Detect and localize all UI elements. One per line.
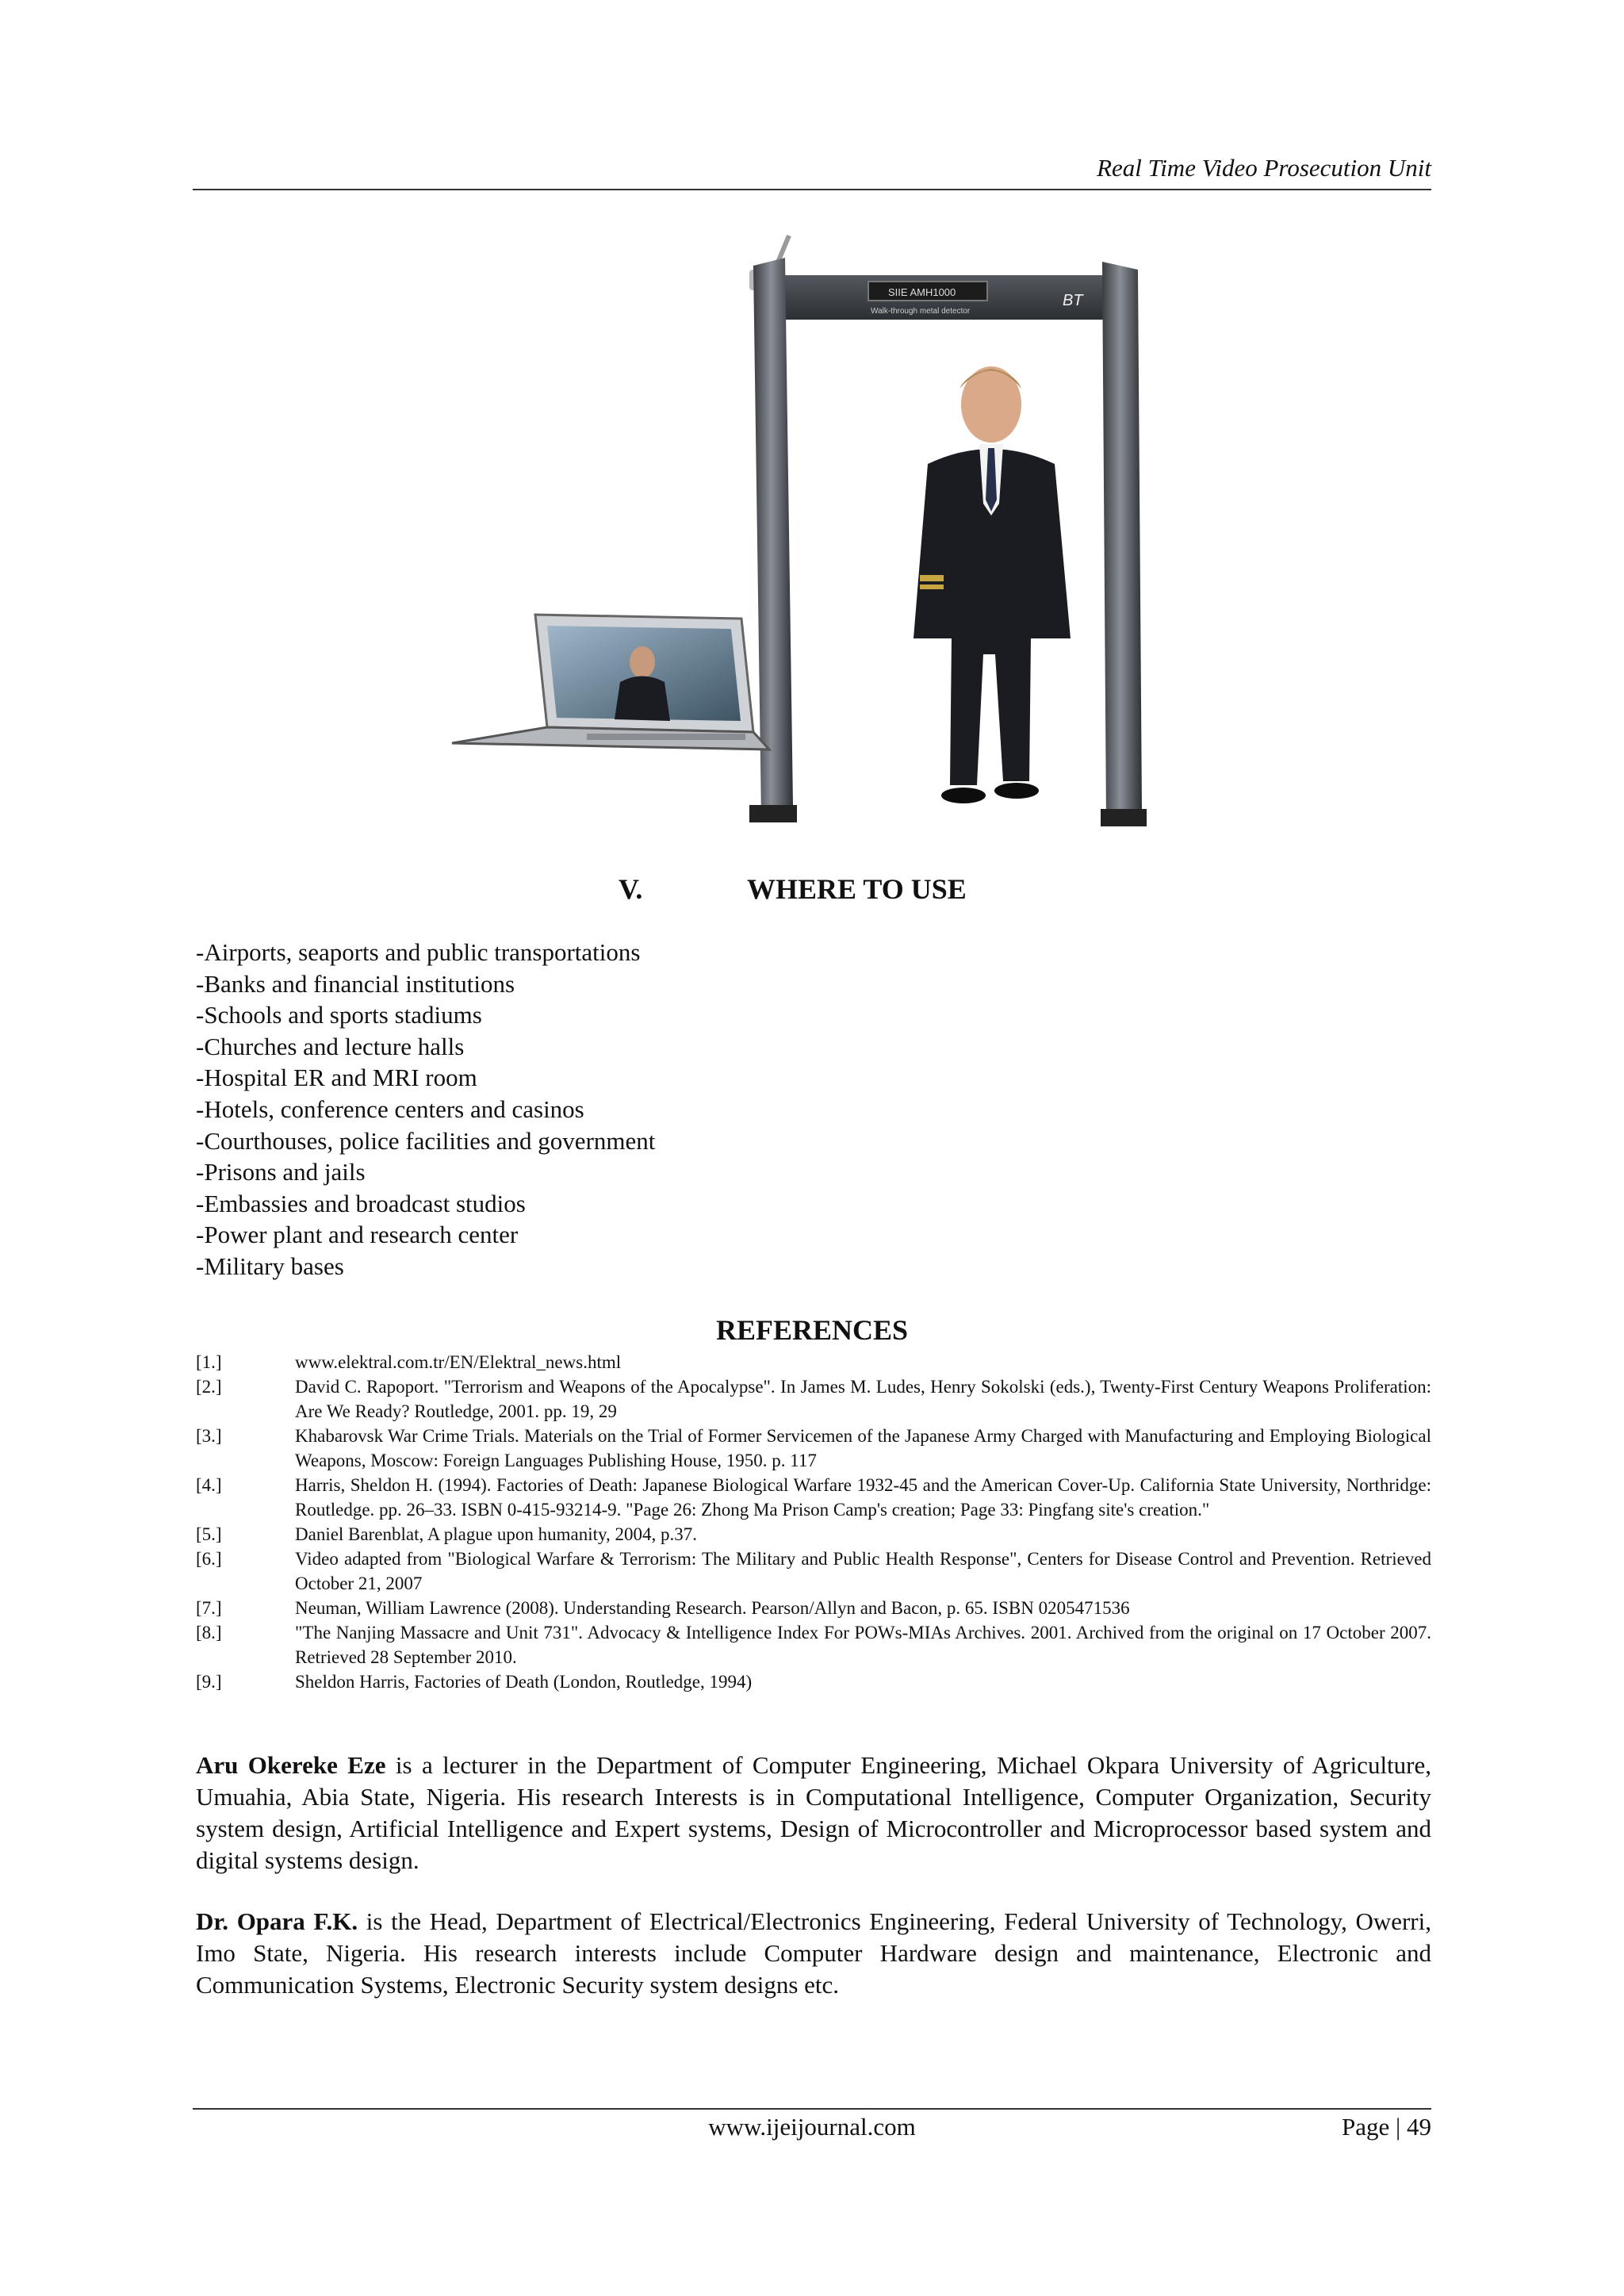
reference-text: www.elektral.com.tr/EN/Elektral_news.html: [295, 1352, 622, 1372]
reference-text: Sheldon Harris, Factories of Death (London, Routledge, 1994): [295, 1672, 753, 1692]
reference-number: [8.]: [196, 1623, 222, 1642]
list-item: -Hotels, conference centers and casinos: [196, 1094, 584, 1123]
header-rule: [193, 189, 1431, 190]
man-in-uniform: [914, 366, 1071, 803]
reference-text: "The Nanjing Massacre and Unit 731". Advocacy & Intelligence Index For POWs-MIAs Archives. 2001. Archived from the original on 17 October 2007. Retrieved 28 September 2010.: [295, 1623, 1431, 1667]
section-title: WHERE TO USE: [747, 873, 967, 905]
use-location-list: [196, 937, 655, 1282]
references-list: [196, 1350, 1431, 1694]
reference-text: Video adapted from "Biological Warfare & Terrorism: The Military and Public Health Response", Centers for Disease Control and Prevention. Retrieved October 21, 2007: [295, 1549, 1431, 1593]
author-bio-opara: [196, 1906, 1431, 2001]
list-item: -Prisons and jails: [196, 1158, 366, 1186]
author-name: Dr. Opara F.K.: [196, 1907, 358, 1935]
author-bio-eze: [196, 1750, 1431, 1876]
section-number: V.: [619, 873, 643, 905]
reference-item: [196, 1424, 1431, 1473]
list-item: -Power plant and research center: [196, 1221, 519, 1249]
list-item: -Military bases: [196, 1251, 344, 1280]
reference-number: [1.]: [196, 1352, 222, 1372]
reference-item: [196, 1620, 1431, 1669]
list-item: -Hospital ER and MRI room: [196, 1064, 477, 1092]
reference-number: [9.]: [196, 1672, 222, 1692]
list-item: -Courthouses, police facilities and government: [196, 1126, 656, 1155]
list-item: -Embassies and broadcast studios: [196, 1189, 526, 1217]
laptop: [452, 615, 769, 749]
list-item: -Schools and sports stadiums: [196, 1001, 482, 1029]
references-heading: REFERENCES: [715, 1314, 909, 1346]
reference-number: [6.]: [196, 1549, 222, 1569]
reference-item: [196, 1596, 1431, 1620]
reference-item: [196, 1547, 1431, 1596]
detector-panel-label: SIIE AMH1000: [888, 286, 956, 298]
reference-item: [196, 1350, 1431, 1374]
reference-item: [196, 1473, 1431, 1522]
reference-item: [196, 1374, 1431, 1424]
detector-right-pillar: [1102, 262, 1142, 819]
author-name: Aru Okereke Eze: [196, 1751, 386, 1779]
reference-number: [2.]: [196, 1377, 222, 1397]
running-head: Real Time Video Prosecution Unit: [1097, 154, 1431, 182]
list-item: -Churches and lecture halls: [196, 1032, 465, 1060]
reference-number: [5.]: [196, 1524, 222, 1544]
footer-url: www.ijeijournal.com: [708, 2113, 916, 2141]
reference-text: David C. Rapoport. "Terrorism and Weapons of the Apocalypse". In James M. Ludes, Henry Sokolski (eds.), Twenty-First Century Weapons Proliferation: Are We Ready? Routledge, 2001. pp. 19, 29: [295, 1377, 1431, 1421]
detector-left-pillar: [753, 258, 793, 817]
reference-number: [3.]: [196, 1426, 222, 1446]
page-number: Page | 49: [1342, 2113, 1431, 2141]
reference-item: [196, 1669, 1431, 1694]
author-bio-text: is the Head, Department of Electrical/Electronics Engineering, Federal University of Technology, Owerri, Imo State, Nigeria. His research interests include Computer Hardware design and maintenance, Electronic and Communication Systems, Electronic Security system designs etc.: [196, 1907, 1431, 1999]
metal-detector-walkthrough-photo: [444, 226, 1205, 845]
detector-brand: BT: [1063, 292, 1083, 309]
reference-text: Khabarovsk War Crime Trials. Materials on the Trial of Former Servicemen of the Japanese Army Charged with Manufacturing and Employing Biological Weapons, Moscow: Foreign Languages Publishing House, 1950. p. 117: [295, 1426, 1431, 1470]
metal-detector-figure: [444, 226, 1205, 845]
reference-number: [7.]: [196, 1598, 222, 1618]
footer-rule: [193, 2108, 1431, 2110]
reference-text: Daniel Barenblat, A plague upon humanity, 2004, p.37.: [295, 1524, 697, 1544]
list-item: -Airports, seaports and public transportations: [196, 938, 641, 966]
author-bio-text: is a lecturer in the Department of Computer Engineering, Michael Okpara University of Agriculture, Umuahia, Abia State, Nigeria. His research Interests is in Computational Intelligence, Computer Organization, Security system design, Artificial Intelligence and Expert systems, Design of Microcontroller and Microprocessor based system and digital systems design.: [196, 1751, 1431, 1874]
reference-item: [196, 1522, 1431, 1547]
list-item: -Banks and financial institutions: [196, 969, 515, 998]
reference-number: [4.]: [196, 1475, 222, 1495]
reference-text: Harris, Sheldon H. (1994). Factories of Death: Japanese Biological Warfare 1932-45 and the American Cover-Up. California State University, Northridge: Routledge. pp. 26–33. ISBN 0-415-93214-9. "Page 26: Zhong Ma Prison Camp's creation; Page 33: Pingfang site's creation.": [295, 1475, 1431, 1520]
reference-text: Neuman, William Lawrence (2008). Understanding Research. Pearson/Allyn and Bacon, p. 65. ISBN 0205471536: [295, 1598, 1130, 1618]
detector-panel-sublabel: Walk-through metal detector: [871, 307, 971, 316]
